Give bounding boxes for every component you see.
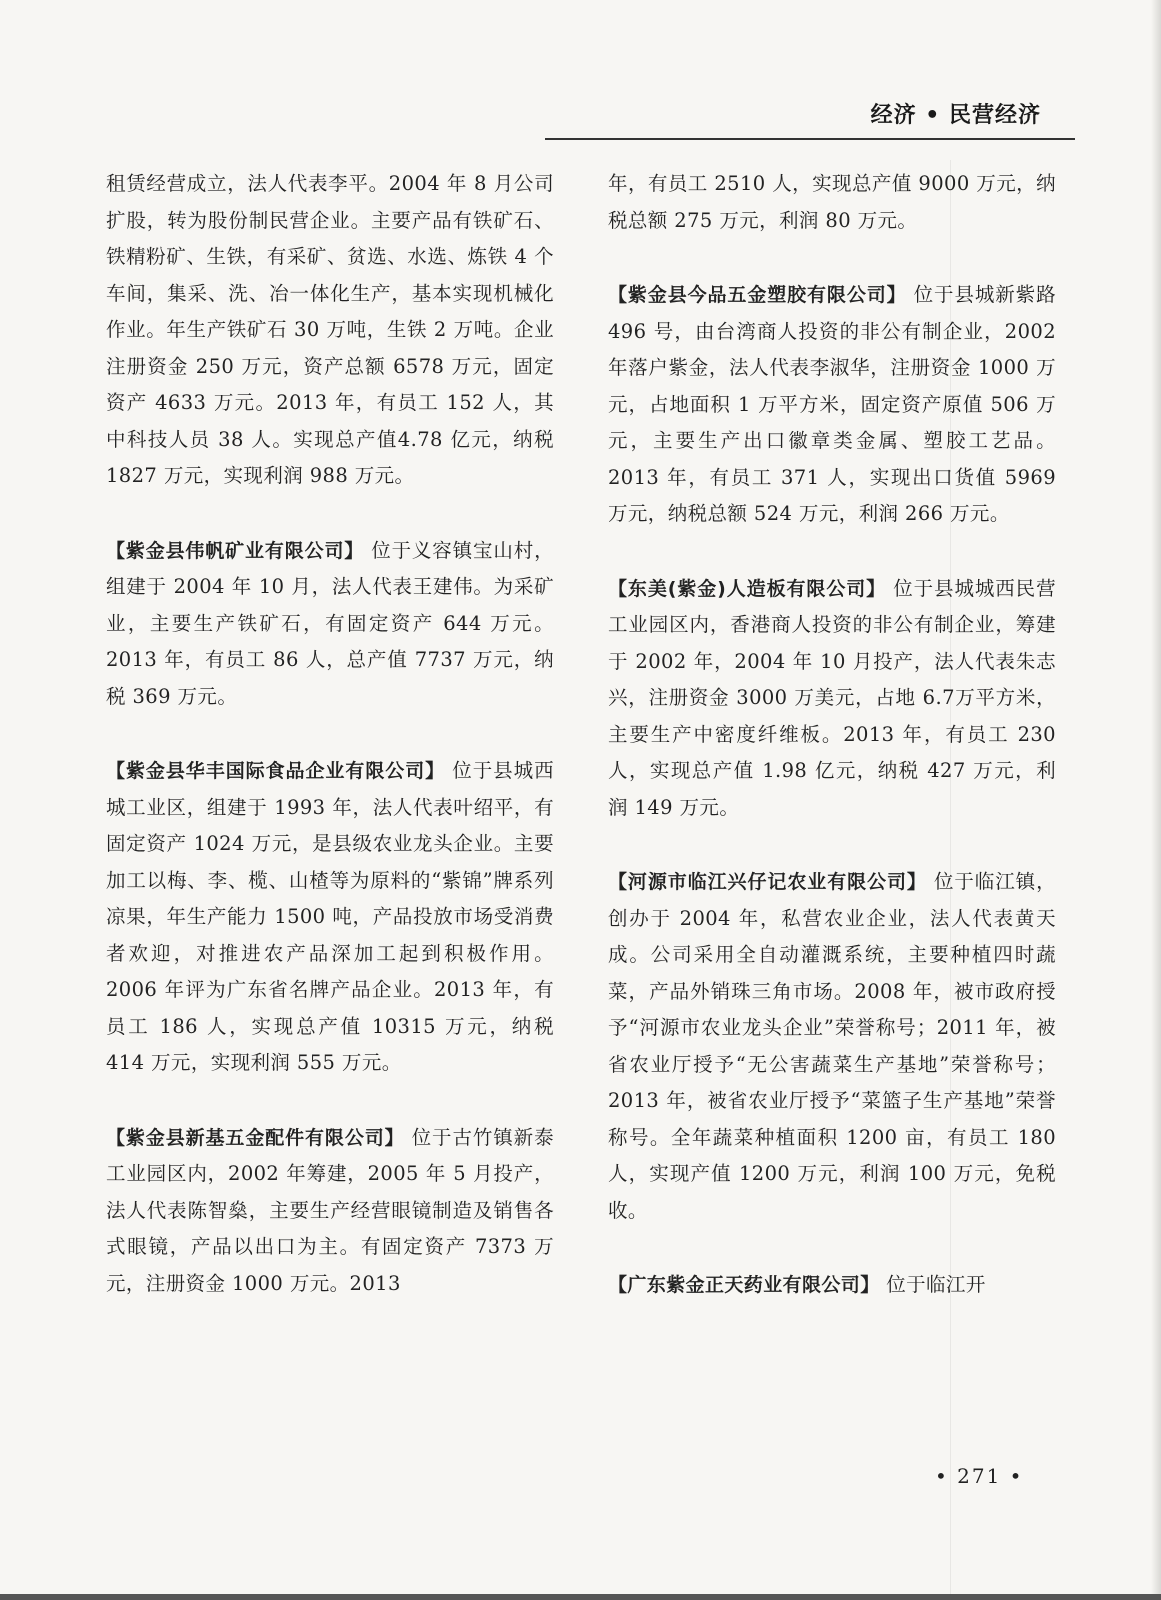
right-column [608,166,1056,1342]
entry-text: 位于县城西城工业区，组建于 1993 年，法人代表叶绍平，有固定资产 1024 万元，是县级农业龙头企业。主要加工以梅、李、榄、山楂等为原料的“紫锦”牌系列凉果，年生产能力 1500 吨，产品投放市场受消费者欢迎，对推进农产品深加工起到积极作用。2006 年评为广东省名牌产品企业。2013 年，有员工 186 人，实现总产值 10315 万元，纳税 414 万元，实现利润 555 万元。 [106,759,554,1074]
scan-edge-shadow [1151,0,1161,1600]
entry-huafeng-food [106,753,554,1082]
entry-text: 位于县城新紫路 496 号，由台湾商人投资的非公有制企业，2002 年落户紫金，法人代表李淑华，注册资金 1000 万元，占地面积 1 万平方米，固定资产原值 506 万元，主要生产出口徽章类金属、塑胶工艺品。2013 年，有员工 371 人，实现出口货值 5969 万元，纳税总额 524 万元，利润 266 万元。 [608,283,1056,525]
entry-jinpin-plastics [608,277,1056,533]
entry-continued [106,166,554,495]
entry-dongmei-board [608,571,1056,827]
header-rule [545,138,1075,140]
entry-continued [608,166,1056,239]
entry-text: 位于古竹镇新泰工业园区内，2002 年筹建，2005 年 5 月投产，法人代表陈智燊，主要生产经营眼镜制造及销售各式眼镜，产品以出口为主。有固定资产 7373 万元，注册资金 1000 万元。2013 [106,1125,554,1295]
scan-bottom-edge [0,1594,1161,1600]
entry-heading: 【紫金县华丰国际食品企业有限公司】 [106,760,446,782]
entry-xinji-hardware [106,1120,554,1303]
entry-text: 年，有员工 2510 人，实现总产值 9000 万元，纳税总额 275 万元，利润 80 万元。 [608,172,1056,232]
left-column [106,166,554,1340]
entry-text: 位于义容镇宝山村，组建于 2004 年 10 月，法人代表王建伟。为采矿业，主要生产铁矿石，有固定资产 644 万元。2013 年，有员工 86 人，总产值 7737 万元，纳税 369 万元。 [106,538,554,708]
entry-text: 位于县城城西民营工业园区内，香港商人投资的非公有制企业，筹建于 2002 年，2004 年 10 月投产，法人代表朱志兴，注册资金 3000 万美元，占地 6.7万平方米，主要生产中密度纤维板。2013 年，有员工 230 人，实现总产值 1.98 亿元，纳税 427 万元，利润 149 万元。 [608,576,1056,819]
entry-text: 位于临江镇，创办于 2004 年，私营农业企业，法人代表黄天成。公司采用全自动灌溉系统，主要种植四时蔬菜，产品外销珠三角市场。2008 年，被市政府授予“河源市农业龙头企业”荣誉称号；2011 年，被省农业厅授予“无公害蔬菜生产基地”荣誉称号；2013 年，被省农业厅授予“菜篮子生产基地”荣誉称号。全年蔬菜种植面积 1200 亩，有员工 180 人，实现产值 1200 万元，利润 100 万元，免税收。 [608,870,1056,1222]
entry-heading: 【河源市临江兴仔记农业有限公司】 [608,871,927,893]
page-number: • 271 • [935,1464,1024,1488]
entry-heading: 【东美(紫金)人造板有限公司】 [608,577,887,600]
entry-heading: 【紫金县今品五金塑胶有限公司】 [608,284,907,306]
entry-linjiang-agriculture [608,864,1056,1229]
entry-heading: 【广东紫金正天药业有限公司】 [608,1274,880,1296]
running-header: 经济 • 民营经济 [870,103,1041,128]
entry-weifan-mining [106,533,554,716]
entry-zhengtian-pharma [608,1267,1056,1304]
entry-text: 租赁经营成立，法人代表李平。2004 年 8 月公司扩股，转为股份制民营企业。主要产品有铁矿石、铁精粉矿、生铁，有采矿、贫选、水选、炼铁 4 个车间，集采、洗、冶一体化生产，基本实现机械化作业。年生产铁矿石 30 万吨，生铁 2 万吨。企业注册资金 250 万元，资产总额 6578 万元，固定资产 4633 万元。2013 年，有员工 152 人，其中科技人员 38 人。实现总产值4.78 亿元，纳税 1827 万元，实现利润 988 万元。 [106,172,554,487]
entry-text: 位于临江开 [886,1273,986,1296]
entry-heading: 【紫金县伟帆矿业有限公司】 [106,539,365,562]
entry-heading: 【紫金县新基五金配件有限公司】 [106,1126,405,1149]
